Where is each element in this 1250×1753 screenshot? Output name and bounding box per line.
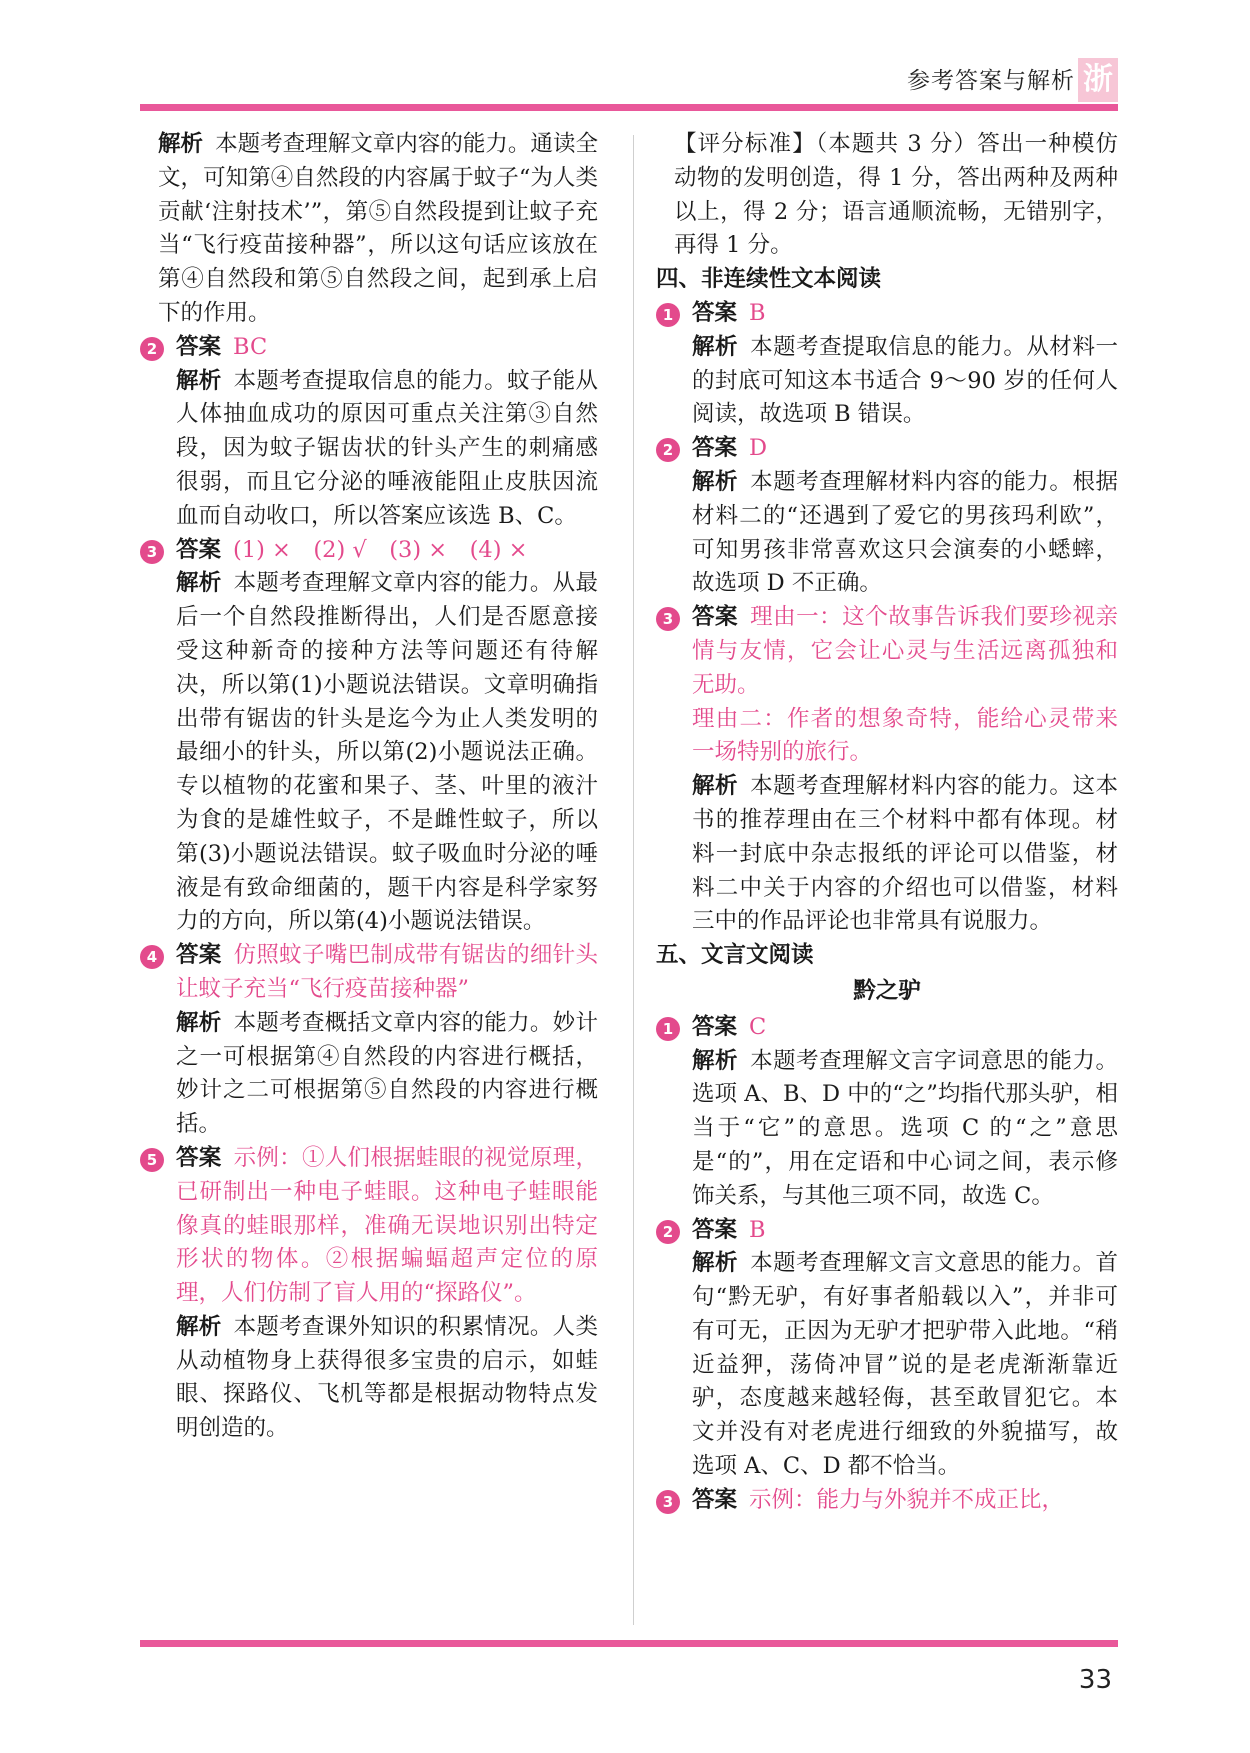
answer-label: 答案 [692, 604, 739, 631]
question-number: 1 [656, 1017, 680, 1041]
answer-label: 答案 [176, 333, 222, 360]
answer-text: BC [233, 333, 268, 360]
analysis-label: 解析 [176, 570, 222, 597]
analysis-label: 解析 [692, 333, 739, 360]
answer-text: 仿照蚊子嘴巴制成带有锯齿的细针头 让蚊子充当“飞行疫苗接种器” [176, 942, 621, 1002]
answer-text: (1) × (2) √ (3) × (4) × [233, 536, 528, 563]
answer-label: 答案 [692, 1013, 738, 1040]
page-number: 33 [1078, 1665, 1112, 1695]
section-title: 四、非连续性文本阅读 [656, 266, 882, 293]
analysis-label: 解析 [692, 468, 739, 495]
answer-item-5 [140, 1142, 598, 1446]
analysis-label: 解析 [176, 367, 222, 394]
question-number: 3 [140, 540, 164, 564]
question-number: 3 [656, 1490, 680, 1514]
analysis-label: 解析 [692, 1250, 739, 1277]
analysis-text: 本题考查理解文章内容的能力。从最后一个自然段推断得出，人们是否愿意接受这种新奇的接种方法等问题还有待解决，所以第(1)小题说法错误。文章明确指出带有锯齿的针头是迄今为止人类发明的最细小的针头，所以第(2)小题说法正确。专以植物的花蜜和果子、茎、叶里的液汁为食的是雄性蚊子，不是雌性蚊子，所以第(3)小题说法错误。蚊子吸血时分泌的唾液是有致命细菌的，题干内容是科学家努力的方向，所以第(4)小题说法错误。 [176, 570, 598, 935]
answer-text: C [749, 1013, 767, 1040]
answer-label: 答案 [176, 1144, 222, 1171]
analysis-text: 本题考查理解材料内容的能力。这本书的推荐理由在三个材料中都有体现。材料一封底中杂志报纸的评论可以借鉴，材料二中关于内容的介绍也可以借鉴，材料三中的作品评论也非常具有说服力。 [692, 773, 1118, 935]
answer-text-extra: 理由二：作者的想象奇特，能给心灵带来一场特别的旅行。 [692, 705, 1118, 766]
passage-title: 黔之驴 [853, 977, 921, 1004]
answer-text: 示例：①人们根据蛙眼的视觉原理，已研制出一种电子蛙眼。这种电子蛙眼能像真的蛙眼那样，准确无误地识别出特定形状的物体。②根据蝙蝠超声定位的原理，人们仿制了盲人用的“探路仪”。 [176, 1144, 598, 1307]
answer-text: B [749, 299, 766, 326]
answer-text: 理由一：这个故事告诉我们要珍视亲情与友情，它会让心灵与生活远离孤独和无助。 [692, 604, 1118, 698]
s4-answer-item-3 [656, 601, 1118, 939]
s5-answer-item-2 [656, 1214, 1118, 1484]
s4-answer-item-1 [656, 297, 1118, 432]
question-number: 4 [140, 945, 164, 969]
answer-text: 示例：能力与外貌并不成正比， [749, 1486, 1065, 1513]
analysis-label: 解析 [158, 131, 204, 157]
answer-item-2 [140, 331, 598, 534]
answer-item-3 [140, 534, 598, 940]
analysis-text: 本题考查理解文言文意思的能力。首句“黔无驴，有好事者船载以入”，并非可有可无，正因为无驴才把驴带入此地。“稍近益狎，荡倚冲冒”说的是老虎渐渐靠近驴，态度越来越轻侮，甚至敢冒犯它。本文并没有对老虎进行细致的外貌描写，故选项 A、C、D 都不恰当。 [692, 1250, 1118, 1480]
analysis-text: 本题考查理解材料内容的能力。根据材料二的“还遇到了爱它的男孩玛利欧”，可知男孩非常喜欢这只会演奏的小蟋蟀，故选项 D 不正确。 [692, 468, 1118, 597]
question-number: 2 [656, 1220, 680, 1244]
analysis-text: 本题考查课外知识的积累情况。人类从动植物身上获得很多宝贵的启示，如蛙眼、探路仪、飞机等都是根据动物特点发明创造的。 [176, 1313, 598, 1442]
analysis-text: 本题考查理解文言字词意思的能力。选项 A、B、D 中的“之”均指代那头驴，相当于“它”的意思。选项 C 的“之”意思是“的”，用在定语和中心词之间，表示修饰关系，与其他三项不同，故选 C。 [692, 1047, 1118, 1209]
analysis-label: 解析 [692, 773, 739, 800]
analysis-label: 解析 [692, 1047, 739, 1074]
answer-label: 答案 [692, 435, 738, 462]
scoring-standard: 【评分标准】（本题共 3 分）答出一种模仿动物的发明创造，得 1 分，答出两种及两种以上，得 2 分；语言通顺流畅，无错别字，再得 1 分。 [674, 131, 1118, 259]
s4-answer-item-2 [656, 432, 1118, 601]
header-divider [140, 104, 1118, 111]
analysis-text: 本题考查理解文章内容的能力。通读全文，可知第④自然段的内容属于蚊子“为人类贡献‘注射技术’”，第⑤自然段提到让蚊子充当“飞行疫苗接种器”，所以这句话应该放在第④自然段和第⑤自然段之间，起到承上启下的作用。 [158, 131, 598, 326]
question-number: 2 [656, 438, 680, 462]
answer-label: 答案 [692, 1216, 738, 1243]
analysis-text: 本题考查提取信息的能力。从材料一的封底可知这本书适合 9～90 岁的任何人阅读，故选项 B 错误。 [692, 333, 1118, 428]
answer-text: B [749, 1216, 766, 1243]
left-column [140, 128, 621, 1446]
question-number: 5 [140, 1148, 164, 1172]
column-divider [633, 135, 634, 1625]
question-number: 3 [656, 607, 680, 631]
answer-item-4 [140, 939, 621, 1142]
question-number: 1 [656, 303, 680, 327]
section-title: 五、文言文阅读 [656, 942, 814, 969]
right-column [656, 128, 1118, 1518]
analysis-text: 本题考查概括文章内容的能力。妙计之一可根据第④自然段的内容进行概括，妙计之二可根据第⑤自然段的内容进行概括。 [176, 1009, 598, 1138]
s5-answer-item-1 [656, 1011, 1118, 1214]
province-badge: 浙 [1078, 58, 1118, 102]
header-title: 参考答案与解析 [907, 68, 1075, 94]
answer-text: D [749, 435, 768, 462]
s5-answer-item-3 [656, 1484, 1118, 1518]
answer-label: 答案 [692, 1486, 738, 1513]
analysis-label: 解析 [176, 1313, 222, 1340]
answer-label: 答案 [176, 942, 222, 969]
question-number: 2 [140, 337, 164, 361]
footer-divider [140, 1640, 1118, 1647]
left-intro [140, 128, 598, 331]
answer-label: 答案 [176, 536, 222, 563]
analysis-text: 本题考查提取信息的能力。蚊子能从人体抽血成功的原因可重点关注第③自然段，因为蚊子锯齿状的针头产生的刺痛感很弱，而且它分泌的唾液能阻止皮肤因流血而自动收口，所以答案应该选 B、C。 [176, 367, 598, 529]
answer-label: 答案 [692, 299, 738, 326]
analysis-label: 解析 [176, 1009, 222, 1036]
